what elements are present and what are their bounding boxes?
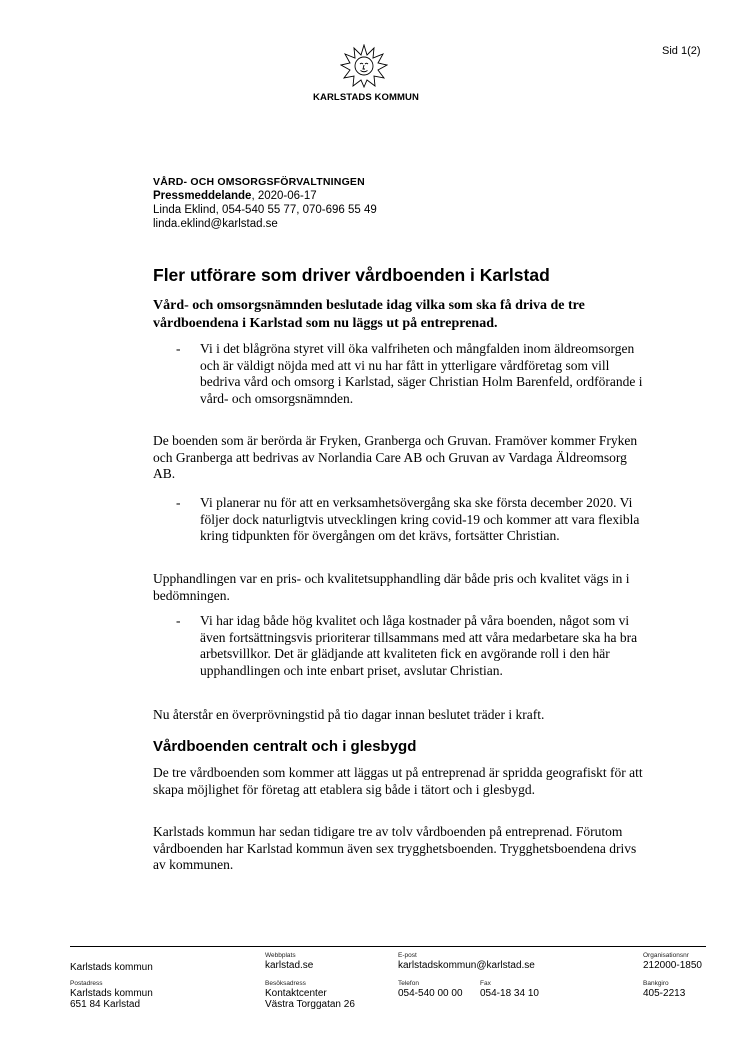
footer-fax (480, 980, 539, 999)
visit-label: Besöksadress (265, 980, 306, 987)
web-value: karlstad.se (265, 960, 314, 971)
email-label: E-post (398, 952, 417, 959)
quote-2 (176, 495, 646, 545)
org-name: KARLSTADS KOMMUN (313, 92, 419, 103)
orgnr-label: Organisationsnr (643, 952, 689, 959)
subheading: Vårdboenden centralt och i glesbygd (153, 738, 417, 755)
footer-orgnr (643, 952, 702, 971)
post-line-2: 651 84 Karlstad (70, 999, 141, 1010)
footer-web (265, 952, 313, 971)
quote-dash: - (176, 495, 181, 510)
orgnr-value: 212000-1850 (643, 960, 702, 971)
quote-dash: - (176, 341, 181, 356)
visit-line-2: Västra Torggatan 26 (265, 999, 355, 1010)
paragraph-1: De boenden som är berörda är Fryken, Granberga och Gruvan. Framöver kommer Fryken och Granberga att bedrivas av Norlandia Care AB och Gruvan av Vardaga Äldreomsorg AB. (153, 433, 638, 481)
karlstad-sun-logo-icon (340, 44, 388, 88)
fax-value: 054-18 34 10 (480, 988, 539, 999)
press-date: , 2020-06-17 (251, 190, 317, 202)
page-number: Sid 1(2) (662, 45, 701, 57)
footer-postal (70, 980, 153, 1010)
phone-value: 054-540 00 00 (398, 988, 463, 999)
web-label: Webbplats (265, 952, 296, 959)
phone-label: Telefon (398, 980, 419, 987)
paragraph-2: Upphandlingen var en pris- och kvalitetsupphandling där både pris och kvalitet vägs in i bedömningen. (153, 571, 630, 603)
footer-bankgiro (643, 980, 685, 999)
quote-text: Vi i det blågröna styret vill öka valfriheten och mångfalden inom äldreomsorgen och är väldigt nöjda med att vi nu har fått in ytterligare vårdföretag som vill bedriva vård och omsorg i Karlstad, säger Christian Holm Barenfeld, ordförande i vård- och omsorgsnämnden. (200, 341, 643, 406)
paragraph-4: De tre vårdboenden som kommer att läggas ut på entreprenad är spridda geografiskt för att skapa möjlighet för företag att etablera sig både i tätort och i glesbygd. (153, 765, 643, 797)
department-name: VÅRD- OCH OMSORGSFÖRVALTNINGEN (153, 176, 365, 188)
footer-visit (265, 980, 355, 1010)
email-value: karlstadskommun@karlstad.se (398, 960, 535, 971)
contact-block (153, 175, 377, 231)
fax-label: Fax (480, 980, 491, 987)
contact-email: linda.eklind@karlstad.se (153, 218, 278, 230)
paragraph-3: Nu återstår en överprövningstid på tio dagar innan beslutet träder i kraft. (153, 707, 545, 722)
lead-paragraph: Vård- och omsorgsnämnden beslutade idag vilka som ska få driva de tre vårdboendena i Karlstad som nu läggs ut på entreprenad. (153, 298, 585, 331)
footer-divider (70, 946, 706, 947)
bank-value: 405-2213 (643, 988, 686, 999)
contact-person: Linda Eklind, 054-540 55 77, 070-696 55 49 (153, 204, 377, 216)
headline: Fler utförare som driver vårdboenden i Karlstad (153, 265, 550, 285)
quote-3 (176, 613, 646, 679)
quote-dash: - (176, 613, 181, 628)
footer-org: Karlstads kommun (70, 962, 153, 973)
quote-1 (176, 341, 646, 407)
quote-text: Vi har idag både hög kvalitet och låga kostnader på våra boenden, något som vi även fortsättningsvis prioriterar tillsammans med att våra medarbetare ska ha bra arbetsvillkor. Det är glädjande att kvaliteten fick en avgörande roll i den här upphandlingen och inte enbart priset, avslutar Christian. (200, 613, 638, 678)
press-label: Pressmeddelande (153, 190, 252, 202)
visit-line-1: Kontaktcenter (265, 988, 327, 999)
footer-email (398, 952, 535, 971)
footer-phone (398, 980, 463, 999)
paragraph-5: Karlstads kommun har sedan tidigare tre av tolv vårdboenden på entreprenad. Förutom vårdboenden har Karlstad kommun även sex trygghetsboenden. Trygghetsboendena drivs av kommunen. (153, 824, 637, 872)
post-line-1: Karlstads kommun (70, 988, 153, 999)
bank-label: Bankgiro (643, 980, 669, 987)
post-label: Postadress (70, 980, 103, 987)
press-line (153, 189, 377, 203)
quote-text: Vi planerar nu för att en verksamhetsövergång ska ske första december 2020. Vi följer dock naturligtvis utvecklingen kring covid-19 och kommer att vara flexibla kring tidpunkten för övergången om det krävs, fortsätter Christian. (200, 495, 640, 543)
